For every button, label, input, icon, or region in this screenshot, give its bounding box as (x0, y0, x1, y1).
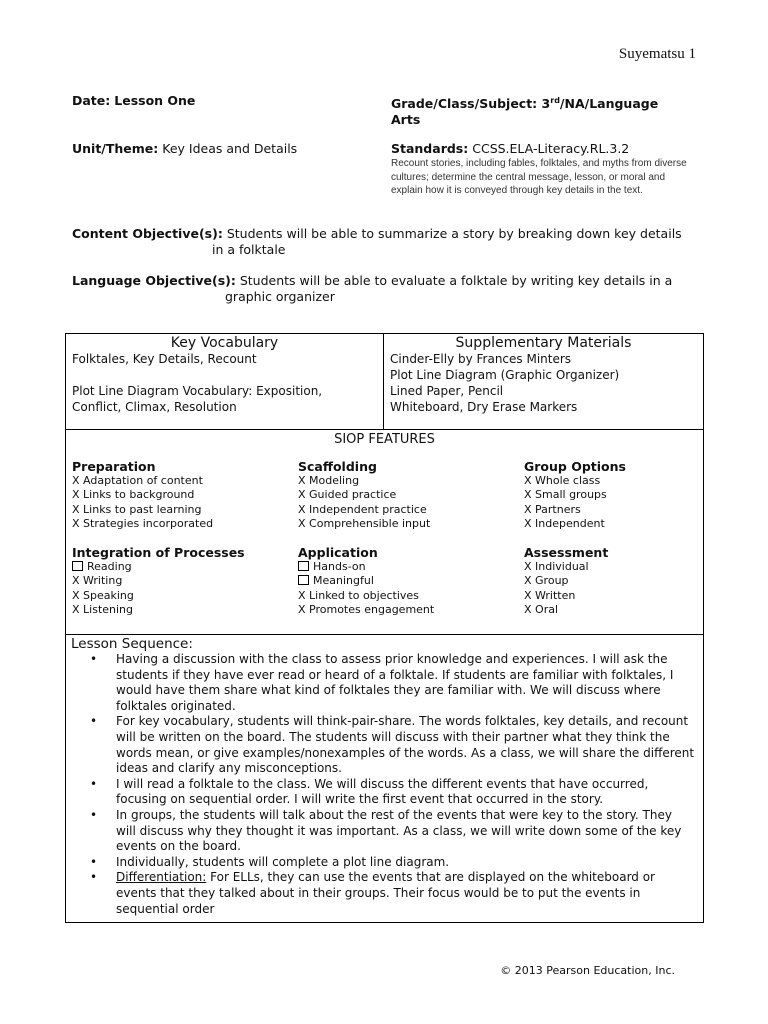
list-item: • I will read a folktale to the class. We will discuss the different events that have occurred, focusing on sequential order. I will write the first event that occurred in the story. (90, 776, 649, 807)
content-objective (72, 226, 712, 258)
supplementary-item: Lined Paper, Pencil (390, 384, 504, 398)
siop-item: Hands-on (313, 560, 366, 574)
bullet-icon: • (90, 714, 98, 729)
unit-label: Unit/Theme: (72, 141, 159, 156)
vocabulary-heading: Key Vocabulary (170, 335, 279, 351)
siop-item: X Group (524, 574, 569, 588)
supplementary-heading: Supplementary Materials (455, 335, 632, 351)
siop-scaffolding (298, 459, 524, 531)
list-item: • For key vocabulary, students will think-pair-share. The words folktales, key details, and recount will be written on the board. The students will discuss with their partner what they think the words mean, or give examples/nonexamples of the words. As a class, we will share the different ideas and clarify any misconceptions. (90, 714, 695, 776)
standards-field (391, 141, 691, 198)
siop-application-heading: Application (298, 545, 378, 561)
standards-label: Standards: (391, 141, 469, 156)
siop-scaffolding-heading: Scaffolding (298, 459, 377, 474)
vocabulary-line3: Conflict, Climax, Resolution (72, 400, 237, 414)
date-value: Lesson One (114, 93, 196, 108)
supplementary-item: Cinder-Elly by Frances Minters (390, 352, 572, 366)
list-item: • Having a discussion with the class to assess prior knowledge and experiences. I will ask the students if they have ever read or heard of a folktale. If students are familiar with folktales, I would have them share what kind of folktales they are familiar with. We will discuss where folktales originated. (90, 652, 674, 713)
siop-item: X Modeling (298, 474, 360, 487)
supplementary-item: Plot Line Diagram (Graphic Organizer) (390, 368, 620, 382)
siop-cell (66, 430, 704, 635)
siop-grid-lower (66, 545, 703, 617)
supplementary-item: Whiteboard, Dry Erase Markers (390, 400, 578, 414)
siop-preparation-heading: Preparation (72, 459, 156, 474)
lesson-sequence-title: Lesson Sequence: (71, 636, 193, 652)
siop-item: X Speaking (72, 588, 134, 602)
list-item: • In groups, the students will talk about the rest of the events that were key to the story. They will discuss why they thought it was important. As a class, we will write down some of the key events on the board. (90, 807, 682, 854)
siop-item: X Listening (72, 603, 134, 617)
empty-checkbox-icon (298, 561, 309, 571)
content-objective-line1: Students will be able to summarize a story by breaking down key details (226, 226, 682, 241)
siop-item: X Partners (524, 502, 581, 516)
siop-preparation (72, 459, 298, 531)
unit-field (72, 141, 297, 156)
bullet-icon: • (90, 854, 98, 869)
date-label: Date: (72, 93, 111, 108)
siop-group-options-heading: Group Options (524, 459, 626, 474)
standards-description: Recount stories, including fables, folktales, and myths from diverse cultures; determine the central message, lesson, or moral and explain how it is conveyed through key details in the text. (391, 158, 687, 196)
lesson-sequence-cell (66, 635, 704, 923)
differentiation-text: For ELLs, they can use the events that are displayed on the whiteboard or events that they talked about in their groups. Their focus would be to put the events in sequential order (116, 870, 655, 916)
grade-value-pre: 3 (541, 96, 551, 112)
bullet-icon: • (90, 807, 98, 822)
copyright-footer: © 2013 Pearson Education, Inc. (500, 964, 675, 977)
list-item (90, 870, 695, 917)
siop-integration-heading: Integration of Processes (72, 545, 245, 561)
grade-field (391, 93, 691, 128)
siop-item: X Promotes engagement (298, 603, 435, 617)
page-header-name: Suyematsu 1 (618, 46, 696, 62)
lesson-sequence-list (66, 652, 703, 917)
siop-assessment (524, 545, 710, 617)
vocabulary-cell (66, 334, 384, 430)
siop-item: X Linked to objectives (298, 588, 419, 602)
siop-title: SIOP FEATURES (334, 432, 435, 447)
siop-item: X Comprehensible input (298, 516, 431, 530)
differentiation-label: Differentiation: (116, 870, 207, 885)
siop-item: X Independent practice (298, 502, 427, 516)
empty-checkbox-icon (72, 561, 83, 571)
siop-item: Reading (87, 560, 132, 574)
siop-item: X Strategies incorporated (72, 516, 214, 530)
siop-item: X Whole class (524, 474, 601, 487)
supplementary-cell (384, 334, 704, 430)
language-objective (72, 273, 712, 305)
vocabulary-line2: Plot Line Diagram Vocabulary: Exposition, (72, 384, 323, 398)
siop-item: X Adaptation of content (72, 474, 203, 487)
siop-item: X Oral (524, 603, 559, 617)
content-objective-line2: in a folktale (212, 242, 286, 257)
siop-grid (66, 459, 703, 531)
language-objective-line2: graphic organizer (225, 289, 335, 304)
siop-item: X Written (524, 588, 576, 602)
siop-item: X Links to background (72, 488, 195, 502)
language-objective-line1: Students will be able to evaluate a folktale by writing key details in a (239, 273, 673, 288)
standards-value: CCSS.ELA-Literacy.RL.3.2 (472, 141, 630, 156)
language-objective-label: Language Objective(s): (72, 273, 236, 288)
siop-item: X Individual (524, 560, 589, 574)
empty-checkbox-icon (298, 575, 309, 585)
siop-group-options (524, 459, 710, 531)
siop-application (298, 545, 524, 617)
unit-value: Key Ideas and Details (162, 141, 298, 156)
grade-label: Grade/Class/Subject: (391, 96, 538, 112)
siop-item: X Links to past learning (72, 502, 202, 516)
grade-sup: rd (550, 96, 560, 105)
list-item: • Individually, students will complete a plot line diagram. (90, 854, 450, 869)
siop-item: X Guided practice (298, 488, 397, 502)
content-objective-label: Content Objective(s): (72, 226, 223, 241)
vocabulary-line1: Folktales, Key Details, Recount (72, 352, 257, 366)
siop-item: X Small groups (524, 488, 607, 502)
bullet-icon: • (90, 652, 98, 666)
siop-item: X Writing (72, 574, 123, 588)
siop-item: Meaningful (313, 574, 374, 588)
siop-integration (72, 545, 298, 617)
bullet-icon: • (90, 776, 98, 791)
siop-assessment-heading: Assessment (524, 545, 609, 561)
lesson-plan-table (65, 333, 704, 923)
bullet-icon: • (90, 870, 98, 885)
date-field (72, 93, 195, 108)
siop-item: X Independent (524, 516, 605, 530)
grade-value-post: /NA/Language Arts (391, 96, 659, 128)
